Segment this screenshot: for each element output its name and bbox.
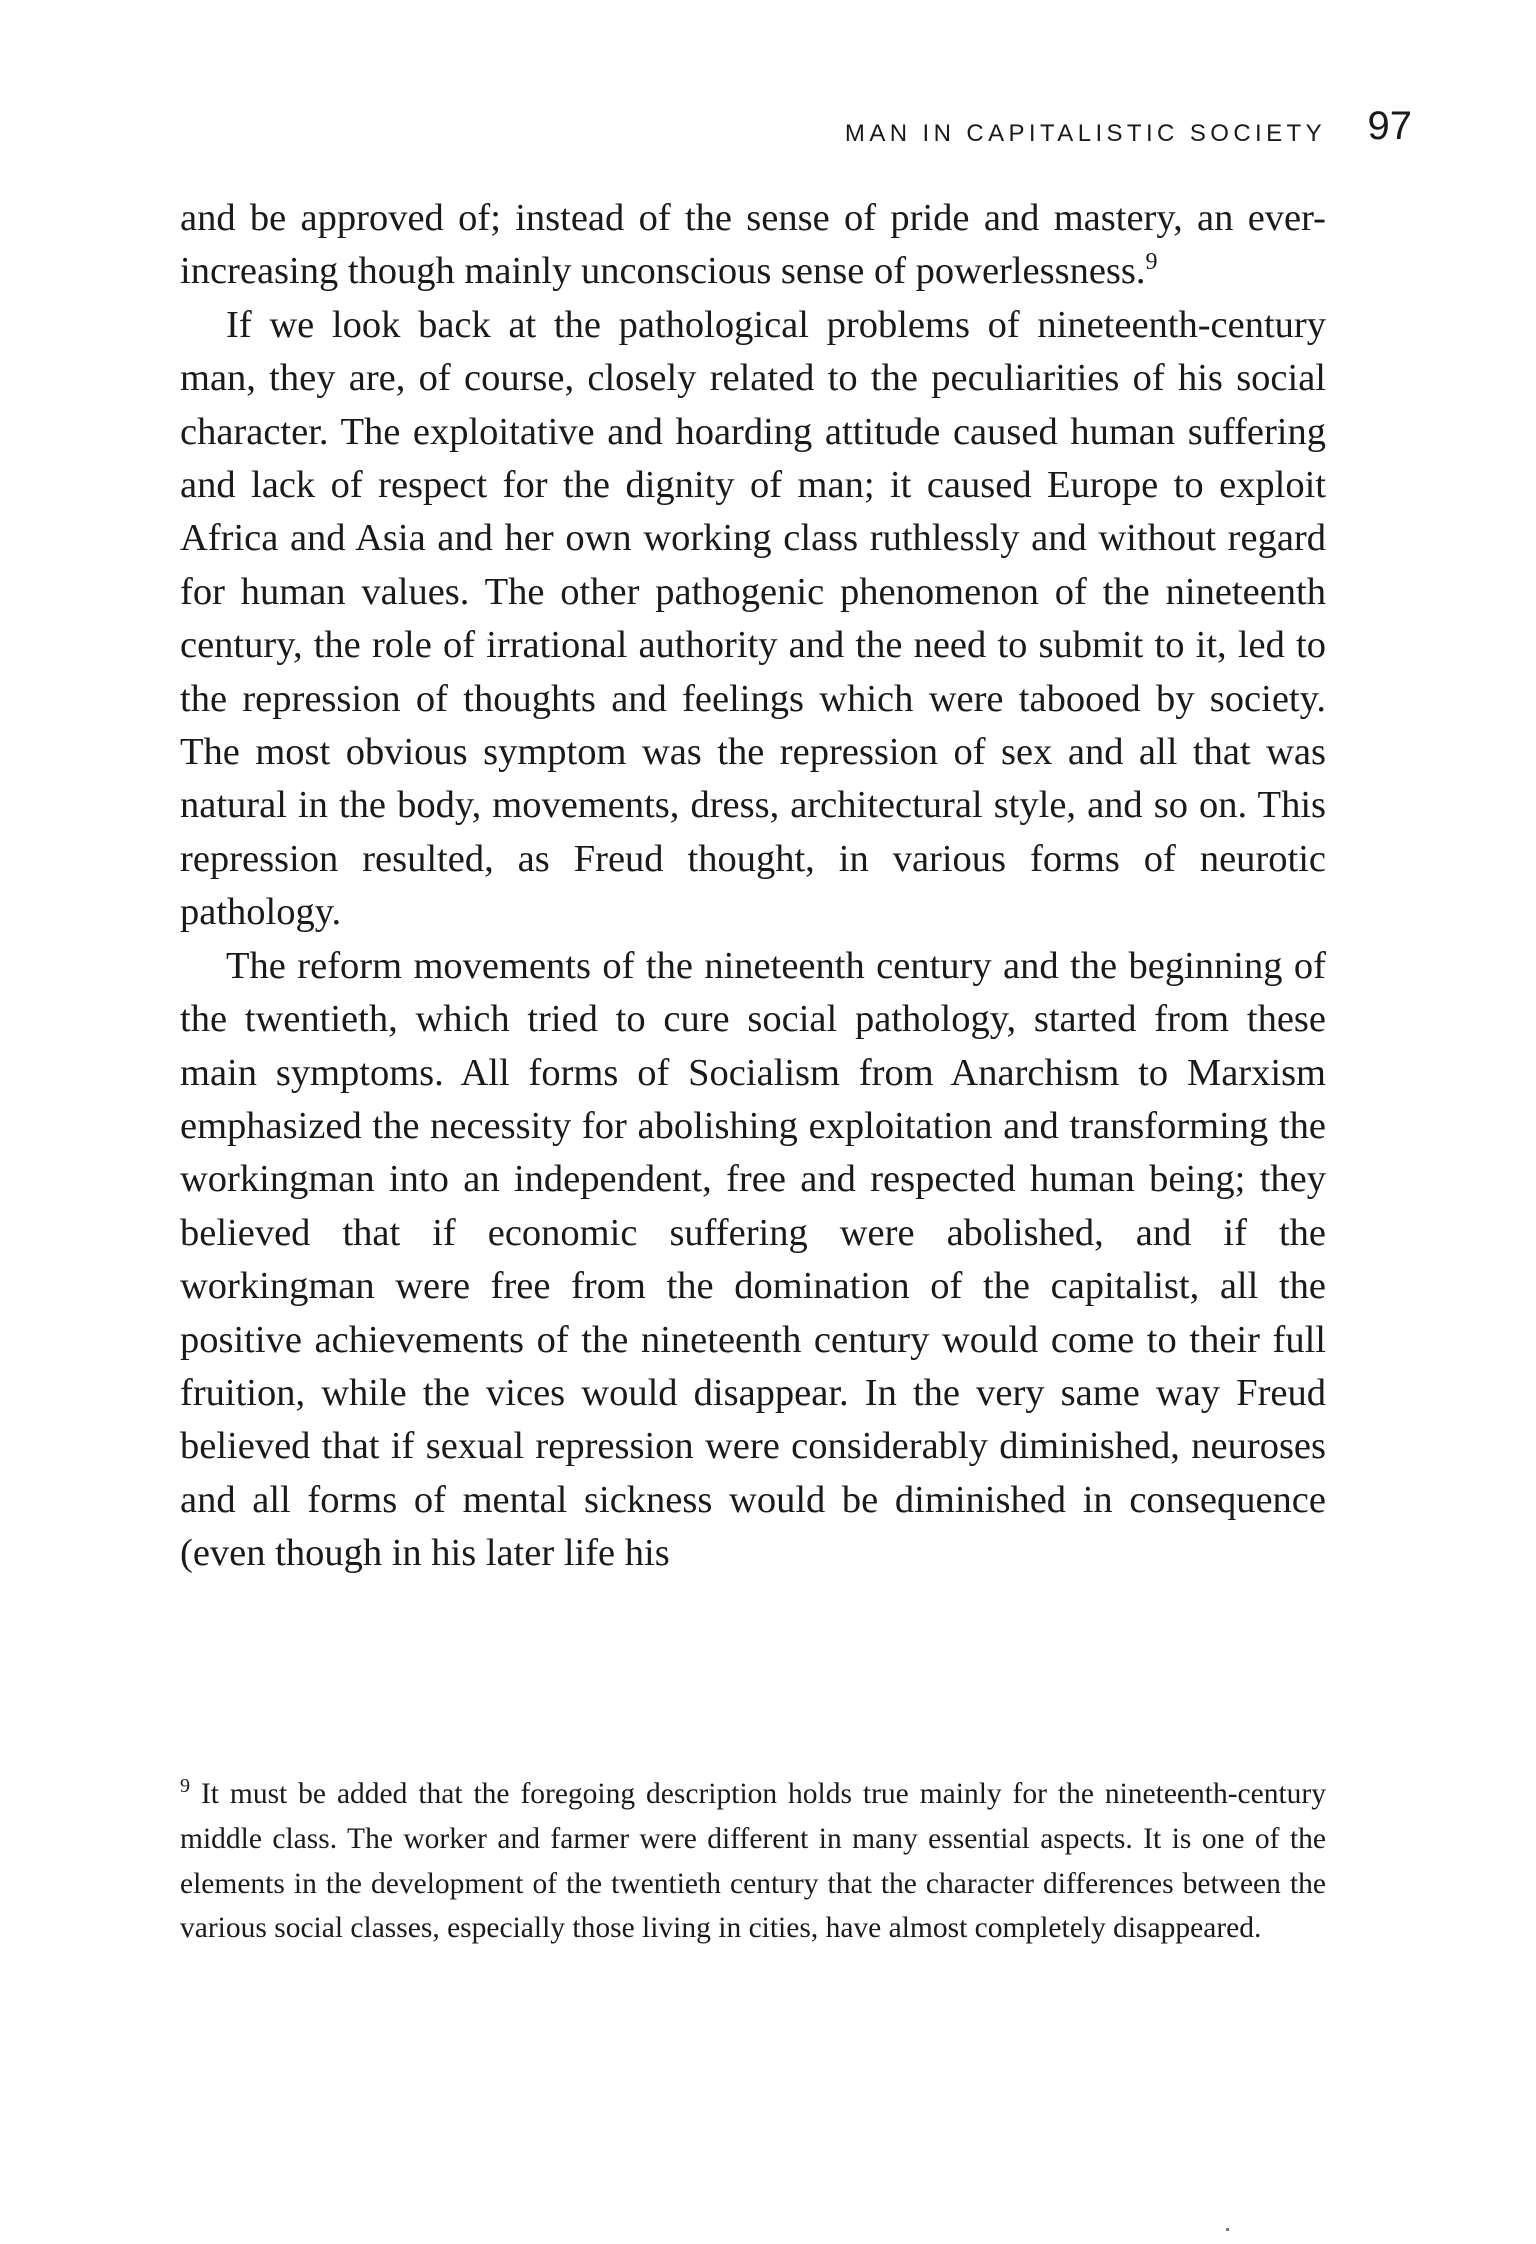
footnote-9 [180,1772,1326,1951]
paragraph-1 [180,192,1326,299]
running-title: MAN IN CAPITALISTIC SOCIETY [844,120,1326,147]
footnotes [180,1772,1326,1951]
running-head [180,100,1412,160]
page-number: 97 [1367,104,1412,148]
paragraph-2: If we look back at the pathological problems of nineteenth-century man, they are, of course, closely related to the peculiarities of his social character. The exploitative and hoarding attitude caused human suffering and lack of respect for the dignity of man; it caused Europe to exploit Africa and Asia and her own working class ruthlessly and without regard for human values. The other pathogenic phenomenon of the nineteenth century, the role of irrational authority and the need to submit to it, led to the repression of thoughts and feelings which were tabooed by society. The most obvious symptom was the repression of sex and all that was natural in the body, movements, dress, architectural style, and so on. This repression resulted, as Freud thought, in various forms of neurotic pathology. [180,303,1326,934]
footnote-reference: 9 [1145,249,1158,276]
body-text [180,192,1326,1581]
paragraph-3: The reform movements of the nineteenth century and the beginning of the twentieth, which tried to cure social pathology, started from these main symptoms. All forms of Socialism from Anarchism to Marxism emphasized the necessity for abolishing exploitation and transforming the workingman into an independent, free and respected human being; they believed that if economic suffering were abolished, and if the workingman were free from the domination of the capitalist, all the positive achievements of the nineteenth century would come to their full fruition, while the vices would disappear. In the very same way Freud believed that if sexual repression were considerably diminished, neuroses and all forms of mental sickness would be diminished in consequence (even though in his later life his [180,944,1326,1575]
paragraph-1-text: and be approved of; instead of the sense of pride and mastery, an ever-increasing though mainly unconscious sense of powerlessness. [180,197,1326,293]
footnote-mark: 9 [180,1775,190,1798]
scan-speck [1226,2228,1229,2231]
footnote-text: It must be added that the foregoing description holds true mainly for the nineteenth-century middle class. The worker and farmer were different in many essential aspects. It is one of the elements in the development of the twentieth century that the character differences between the various social classes, especially those living in cities, have almost completely disappeared. [180,1778,1327,1945]
